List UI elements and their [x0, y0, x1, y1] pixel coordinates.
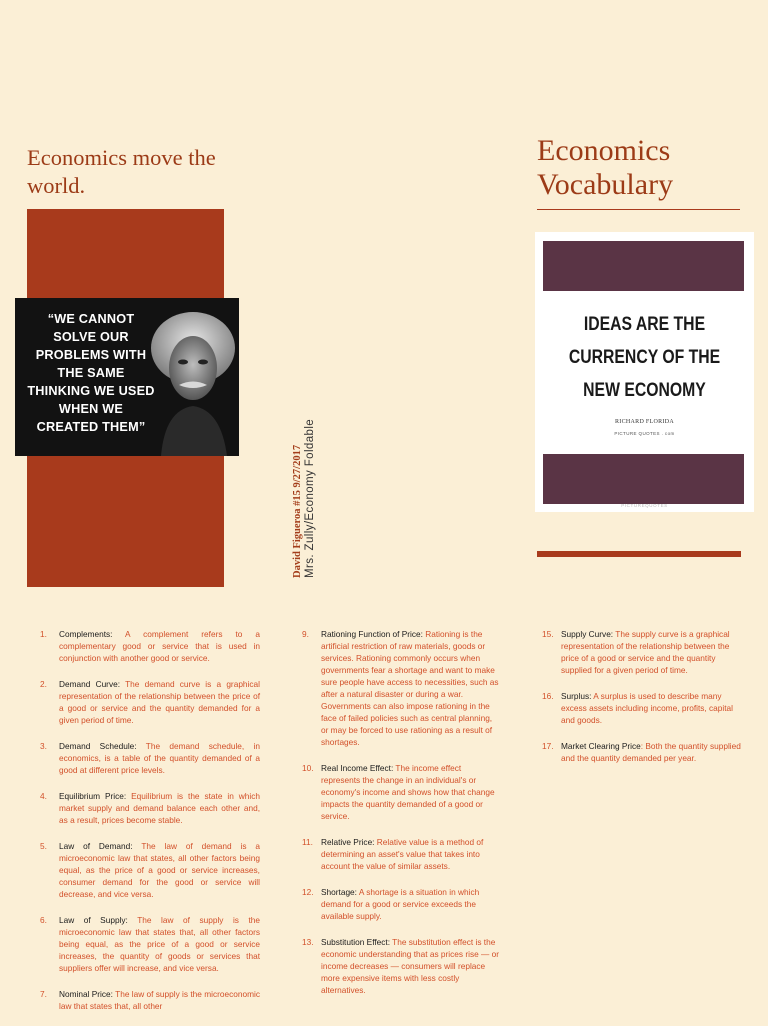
vocab-definition: The law of supply is the microeconomic law that states that, all other	[59, 989, 261, 1011]
poster-headline-line: NEW ECONOMY	[583, 380, 706, 401]
vocab-term: Rationing Function of Price:	[321, 629, 423, 639]
einstein-portrait-icon	[143, 298, 239, 456]
vocab-definition: Equilibrium is the state in which market supply and demand balance each other and, as a result, prices become stable.	[59, 791, 260, 825]
vocab-term: Shortage:	[321, 887, 357, 897]
ideas-quote-poster	[535, 232, 754, 512]
vocab-number: 5.	[40, 841, 47, 851]
vocab-column-2	[302, 628, 500, 1010]
poster-source: PICTURE QUOTES . com	[614, 431, 675, 436]
vocab-number: 15.	[542, 629, 554, 639]
vocab-number: 2.	[40, 679, 47, 689]
accent-bar	[537, 551, 741, 557]
vocab-term: Real Income Effect:	[321, 763, 394, 773]
vocab-number: 17.	[542, 741, 554, 751]
vocab-item	[40, 988, 260, 1012]
poster-author: RICHARD FLORIDA	[614, 419, 674, 425]
vocab-number: 4.	[40, 791, 47, 801]
vocab-definition: The supply curve is a graphical representation of the relationship between the price of a good or service and the quantity supplied for a given period of time.	[561, 629, 730, 675]
quote-text: “WE CANNOT SOLVE OUR PROBLEMS WITH THE SAME THINKING WE USED WHEN WE CREATED THEM”	[27, 312, 155, 434]
vocab-term: Equilibrium Price:	[59, 791, 127, 801]
vocab-definition: The substitution effect is the economic understanding that as prices rise — or income decreases — consumers will replace more expensive items with less costly alternatives.	[321, 937, 500, 995]
vocab-definition: A surplus is used to describe many excess assets including income, profits, capital and goods.	[561, 691, 734, 725]
vocab-item	[40, 914, 260, 974]
vocab-term: Demand Schedule:	[59, 741, 137, 751]
vocab-term: Surplus:	[561, 691, 592, 701]
poster-headline-line: CURRENCY OF THE	[568, 347, 721, 368]
vocab-definition: A shortage is a situation in which demand for a good or service exceeds the available supply.	[321, 887, 480, 921]
vocab-number: 9.	[302, 629, 309, 639]
vocab-number: 3.	[40, 741, 47, 751]
vocab-term: Relative Price:	[321, 837, 375, 847]
vocab-item	[542, 690, 742, 726]
vocab-term: Supply Curve:	[561, 629, 614, 639]
vocab-term: Complements:	[59, 629, 113, 639]
vocab-number: 11.	[302, 837, 313, 847]
vocab-item	[40, 740, 260, 776]
vocab-definition: Relative value is a method of determining an asset's value that takes into account the value of similar assets.	[321, 837, 484, 871]
vocab-item	[40, 678, 260, 726]
vocab-item	[302, 836, 500, 872]
teacher-credit: Mrs. Zully/Economy Foldable	[304, 418, 316, 578]
vocab-number: 12.	[302, 887, 314, 897]
vocab-term: Nominal Price:	[59, 989, 113, 999]
poster-headline	[554, 308, 736, 407]
vocab-item	[542, 628, 742, 676]
vocab-definition: Rationing is the artificial restriction of raw materials, goods or services. Rationing commonly occurs when governments fear a shortage and want to make sure people have access to necessities, such as after a natural disaster or during a war. Governments can also impose rationing in the face of failed policies such as central planning, or may be forced to use rationing as a result of shortages.	[321, 629, 499, 747]
tagline: Economics move the world.	[27, 145, 216, 198]
vocab-item	[542, 740, 742, 764]
brochure-title: Economics Vocabulary	[537, 134, 674, 201]
vocab-number: 6.	[40, 915, 47, 925]
vocab-number: 16.	[542, 691, 554, 701]
vocab-definition: The income effect represents the change in an individual's or economy's income and shows how that change impacts the quantity demanded of a good or service.	[321, 763, 495, 821]
vocab-item	[40, 628, 260, 664]
vocab-definition: A complement refers to a complementary good or service that is used in conjunction with another good or service.	[59, 629, 260, 663]
einstein-quote-image	[15, 298, 239, 456]
poster-headline-line: IDEAS ARE THE	[583, 314, 706, 335]
vocab-definition: The demand curve is a graphical representation of the relationship between the price of a good or service and the quantity demanded for a given period of time.	[59, 679, 260, 725]
vocab-item	[302, 762, 500, 822]
vocab-item	[302, 628, 500, 748]
title-divider	[537, 209, 740, 210]
vocab-number: 7.	[40, 989, 47, 999]
vocab-number: 10.	[302, 763, 314, 773]
vocab-definition: The law of demand is a microeconomic law that states, all other factors being equal, as the price of a good or service increases, consumer demand for the good or service will decrease, and vice versa.	[59, 841, 260, 899]
vocab-column-1	[40, 628, 260, 1026]
vocab-item	[40, 840, 260, 900]
vocab-term: Law of Demand:	[59, 841, 133, 851]
vocab-definition: The demand schedule, in economics, is a table of the quantity demanded of a good at different price levels.	[59, 741, 260, 775]
vocab-number: 13.	[302, 937, 314, 947]
poster-band-top	[543, 241, 744, 291]
vocab-term: Substitution Effect:	[321, 937, 391, 947]
author-credit: David Figueroa #15 9/27/2017	[292, 444, 303, 578]
vocab-term: Market Clearing Price	[561, 741, 641, 751]
vocab-term: Demand Curve:	[59, 679, 121, 689]
poster-band-bottom	[543, 454, 744, 504]
vocab-item	[302, 936, 500, 996]
vocab-item	[40, 790, 260, 826]
vocab-number: 1.	[40, 629, 47, 639]
vocab-definition: : Both the quantity supplied and the quantity demanded per year.	[561, 741, 741, 763]
poster-footer: PICTUREQUOTES	[621, 503, 668, 508]
vocab-definition: The law of supply is the microeconomic law that states that, all other factors being equal, as the price of a good or service increases, the quantity of goods or services that suppliers offer will increase, and vice versa.	[59, 915, 260, 973]
vocab-item	[302, 886, 500, 922]
vocab-term: Law of Supply:	[59, 915, 128, 925]
vocab-column-3	[542, 628, 742, 778]
